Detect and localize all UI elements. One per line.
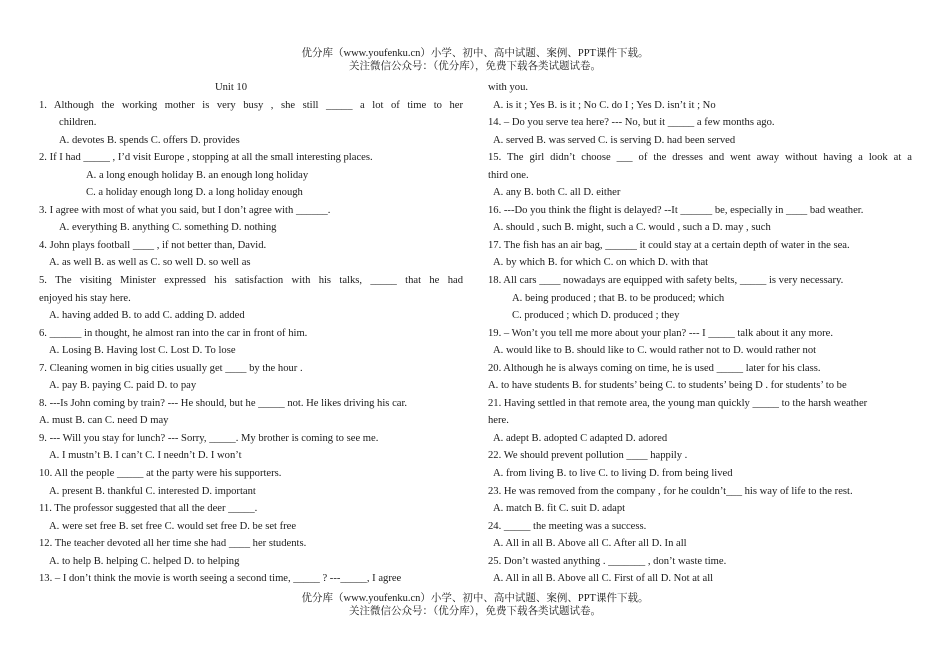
text-line: A. would like to B. should like to C. would rather not to D. would rather not xyxy=(493,345,817,357)
text-line: 9. --- Will you stay for lunch? --- Sorry, _____. My brother is coming to see me. xyxy=(39,432,379,444)
text-line: A. All in all B. Above all C. First of all D. Not at all xyxy=(493,573,714,585)
text-line: 25. Don’t wasted anything . _______ , don’t waste time. xyxy=(488,555,727,567)
text-line: 24. _____ the meeting was a success. xyxy=(488,520,647,532)
left-column xyxy=(39,79,463,588)
text-line: C. a holiday enough long D. a long holiday enough xyxy=(86,187,303,199)
text-line: A. everything B. anything C. something D. nothing xyxy=(59,222,277,234)
text-line: with you. xyxy=(488,82,529,93)
unit-title: Unit 10 xyxy=(214,82,248,93)
text-line: 1. Although the working mother is very busy , she still _____ a lot of time to her xyxy=(39,99,463,111)
text-line: 11. The professor suggested that all the deer _____. xyxy=(39,503,258,515)
text-line: third one. xyxy=(488,169,529,181)
text-line: A. devotes B. spends C. offers D. provides xyxy=(59,134,240,146)
text-line: A. from living B. to live C. to living D. from being lived xyxy=(493,468,733,480)
page-header xyxy=(0,47,950,73)
text-line: 23. He was removed from the company , for he couldn’t___ his way of life to the rest. xyxy=(488,485,853,497)
text-line: children. xyxy=(59,117,97,129)
text-line: A. were set free B. set free C. would set free D. be set free xyxy=(49,520,297,532)
text-line: 12. The teacher devoted all her time she had ____ her students. xyxy=(39,538,307,550)
footer-line-2: 关注微信公众号：（优分库），免费下载各类试题试卷。 xyxy=(349,606,601,617)
left-question-list xyxy=(39,97,463,588)
text-line: 15. The girl didn’t choose ___ of the dresses and went away without having a look at a xyxy=(488,152,912,164)
text-line: 21. Having settled in that remote area, the young man quickly _____ to the harsh weather xyxy=(488,397,868,409)
text-line: A. to have students B. for students’ being C. to students’ being D . for students’ to be xyxy=(488,380,847,392)
text-line: A. should , such B. might, such a C. would , such a D. may , such xyxy=(493,222,771,234)
header-line-1: 优分库（www.youfenku.cn）小学、初中、高中试题、案例、PPT课件下载。 xyxy=(301,48,649,59)
text-line: A. having added B. to add C. adding D. added xyxy=(49,310,245,322)
text-line: A. by which B. for which C. on which D. with that xyxy=(493,257,709,269)
text-line: A. pay B. paying C. paid D. to pay xyxy=(49,380,197,392)
text-line: C. produced ; which D. produced ; they xyxy=(512,310,680,322)
text-line: 7. Cleaning women in big cities usually get ____ by the hour . xyxy=(39,362,303,374)
text-line: A. Losing B. Having lost C. Lost D. To lose xyxy=(49,345,236,357)
text-line: A. being produced ; that B. to be produced; which xyxy=(512,292,725,304)
text-line: 8. ---Is John coming by train? --- He should, but he _____ not. He likes driving his car. xyxy=(39,397,408,409)
text-line: 6. ______ in thought, he almost ran into the car in front of him. xyxy=(39,327,308,339)
header-line-2: 关注微信公众号：（优分库），免费下载各类试题试卷。 xyxy=(349,61,601,72)
text-line: 3. I agree with most of what you said, but I don’t agree with ______. xyxy=(39,204,331,216)
text-line: here. xyxy=(488,415,509,427)
text-line: A. adept B. adopted C adapted D. adored xyxy=(493,432,668,444)
right-question-list xyxy=(488,79,912,588)
text-line: 2. If I had _____ , I’d visit Europe , stopping at all the small interesting places. xyxy=(39,152,373,164)
text-line: A. any B. both C. all D. either xyxy=(493,187,621,199)
text-line: A. as well B. as well as C. so well D. so well as xyxy=(49,257,251,269)
text-line: A. must B. can C. need D may xyxy=(39,415,169,427)
text-line: 10. All the people _____ at the party were his supporters. xyxy=(39,468,282,480)
text-line: 17. The fish has an air bag, ______ it could stay at a certain depth of water in the sea. xyxy=(488,239,850,251)
right-column xyxy=(488,79,912,588)
text-line: A. All in all B. Above all C. After all D. In all xyxy=(493,538,687,550)
text-line: 13. – I don’t think the movie is worth seeing a second time, _____ ? ---_____, I agree xyxy=(39,573,402,585)
text-line: 5. The visiting Minister expressed his satisfaction with his talks, _____ that he had xyxy=(39,275,463,287)
text-line: A. to help B. helping C. helped D. to helping xyxy=(49,555,240,567)
text-line: A. I mustn’t B. I can’t C. I needn’t D. I won’t xyxy=(49,450,242,462)
footer-line-1: 优分库（www.youfenku.cn）小学、初中、高中试题、案例、PPT课件下载。 xyxy=(301,593,649,604)
text-line: 18. All cars ____ nowadays are equipped with safety belts, _____ is very necessary. xyxy=(488,275,844,287)
text-line: A. present B. thankful C. interested D. important xyxy=(49,485,256,497)
text-line: A. match B. fit C. suit D. adapt xyxy=(493,503,626,515)
text-line: A. served B. was served C. is serving D. had been served xyxy=(493,134,736,146)
text-line: 22. We should prevent pollution ____ happily . xyxy=(488,450,688,462)
text-line: enjoyed his stay here. xyxy=(39,292,131,304)
text-line: 14. – Do you serve tea here? --- No, but it _____ a few months ago. xyxy=(488,117,775,129)
text-line: 4. John plays football ____ , if not better than, David. xyxy=(39,239,267,251)
text-line: A. a long enough holiday B. an enough long holiday xyxy=(86,169,309,181)
text-line: 16. ---Do you think the flight is delayed? --It ______ be, especially in ____ bad weather. xyxy=(488,204,864,216)
text-line: 19. – Won’t you tell me more about your plan? --- I _____ talk about it any more. xyxy=(488,327,834,339)
text-line: A. is it ; Yes B. is it ; No C. do I ; Yes D. isn’t it ; No xyxy=(493,99,716,111)
text-line: 20. Although he is always coming on time, he is used _____ later for his class. xyxy=(488,362,821,374)
page-footer xyxy=(0,592,950,618)
